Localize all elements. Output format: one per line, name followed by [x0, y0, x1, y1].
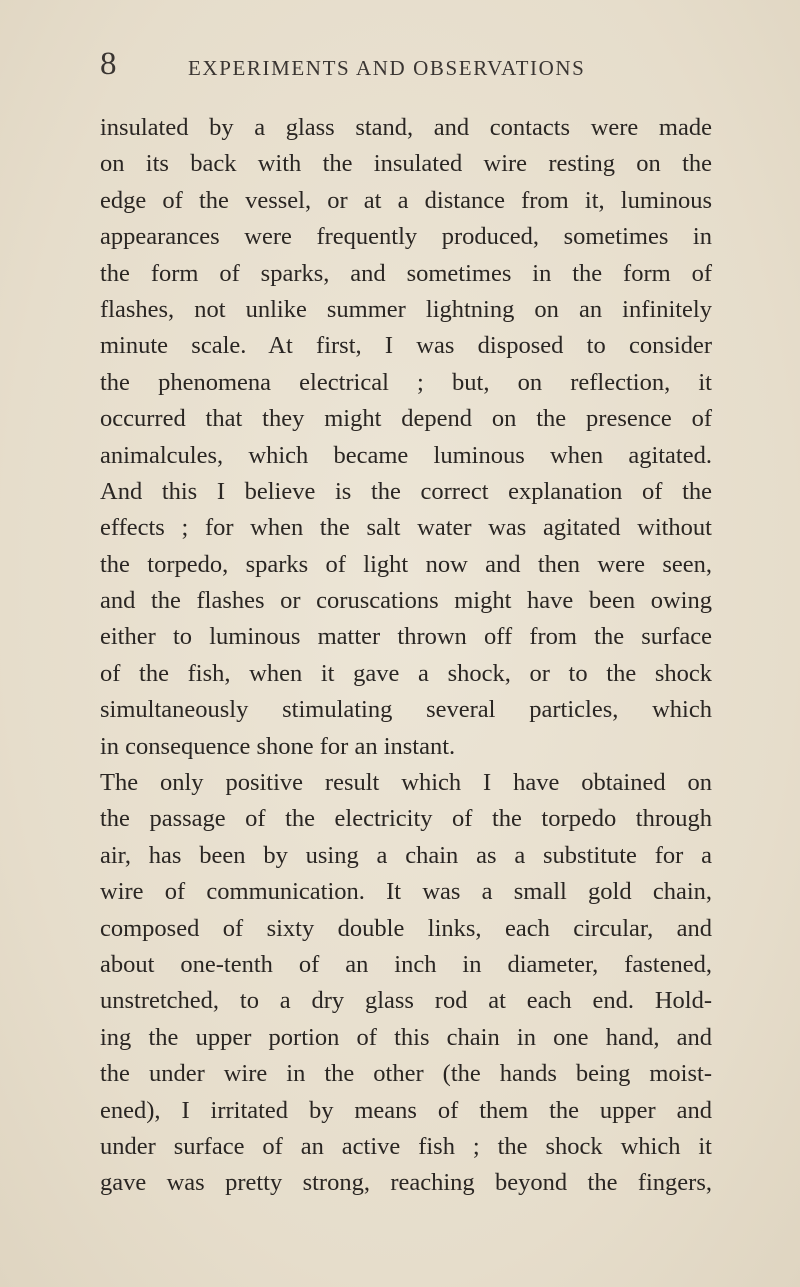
text-line: occurred that they might depend on the presence of	[100, 405, 712, 433]
text-line: appearances were frequently produced, sometimes in	[100, 223, 712, 251]
text-line: edge of the vessel, or at a distance from it, luminous	[100, 186, 712, 214]
text-line: wire of communication. It was a small gold chain,	[100, 878, 712, 906]
text-line: in consequence shone for an instant.	[100, 732, 456, 760]
text-line: the phenomena electrical ; but, on reflection, it	[100, 368, 712, 396]
text-line: unstretched, to a dry glass rod at each end. Hold-	[100, 987, 712, 1015]
text-line: of the fish, when it gave a shock, or to the shock	[100, 659, 712, 687]
text-line: air, has been by using a chain as a substitute for a	[100, 841, 712, 869]
text-line: gave was pretty strong, reaching beyond the fingers,	[100, 1169, 712, 1197]
text-line: effects ; for when the salt water was agitated without	[100, 514, 712, 542]
text-line: And this I believe is the correct explanation of the	[100, 477, 712, 505]
text-line: ing the upper portion of this chain in one hand, and	[100, 1023, 712, 1051]
text-line: the torpedo, sparks of light now and then were seen,	[100, 550, 712, 578]
text-line: simultaneously stimulating several particles, which	[100, 696, 712, 724]
text-line: the form of sparks, and sometimes in the form of	[100, 259, 712, 287]
text-line: animalcules, which became luminous when agitated.	[100, 441, 712, 469]
body-text	[100, 110, 712, 1202]
running-title: EXPERIMENTS AND OBSERVATIONS	[188, 56, 586, 80]
text-line: composed of sixty double links, each circular, and	[100, 914, 712, 942]
text-line: under surface of an active fish ; the shock which it	[100, 1132, 712, 1160]
text-line: ened), I irritated by means of them the upper and	[100, 1096, 712, 1124]
page-number: 8	[100, 46, 117, 82]
text-line: flashes, not unlike summer lightning on an infinitely	[100, 295, 712, 323]
text-line: about one-tenth of an inch in diameter, fastened,	[100, 950, 712, 978]
text-line: The only positive result which I have obtained on	[100, 769, 712, 797]
text-line: and the flashes or coruscations might have been owing	[100, 587, 712, 615]
text-line: the passage of the electricity of the torpedo through	[100, 805, 712, 833]
text-line: on its back with the insulated wire resting on the	[100, 150, 712, 178]
text-line: minute scale. At first, I was disposed to consider	[100, 332, 712, 360]
text-line: the under wire in the other (the hands being moist-	[100, 1060, 712, 1088]
text-line: either to luminous matter thrown off from the surface	[100, 623, 712, 651]
text-line: insulated by a glass stand, and contacts were made	[100, 114, 712, 141]
